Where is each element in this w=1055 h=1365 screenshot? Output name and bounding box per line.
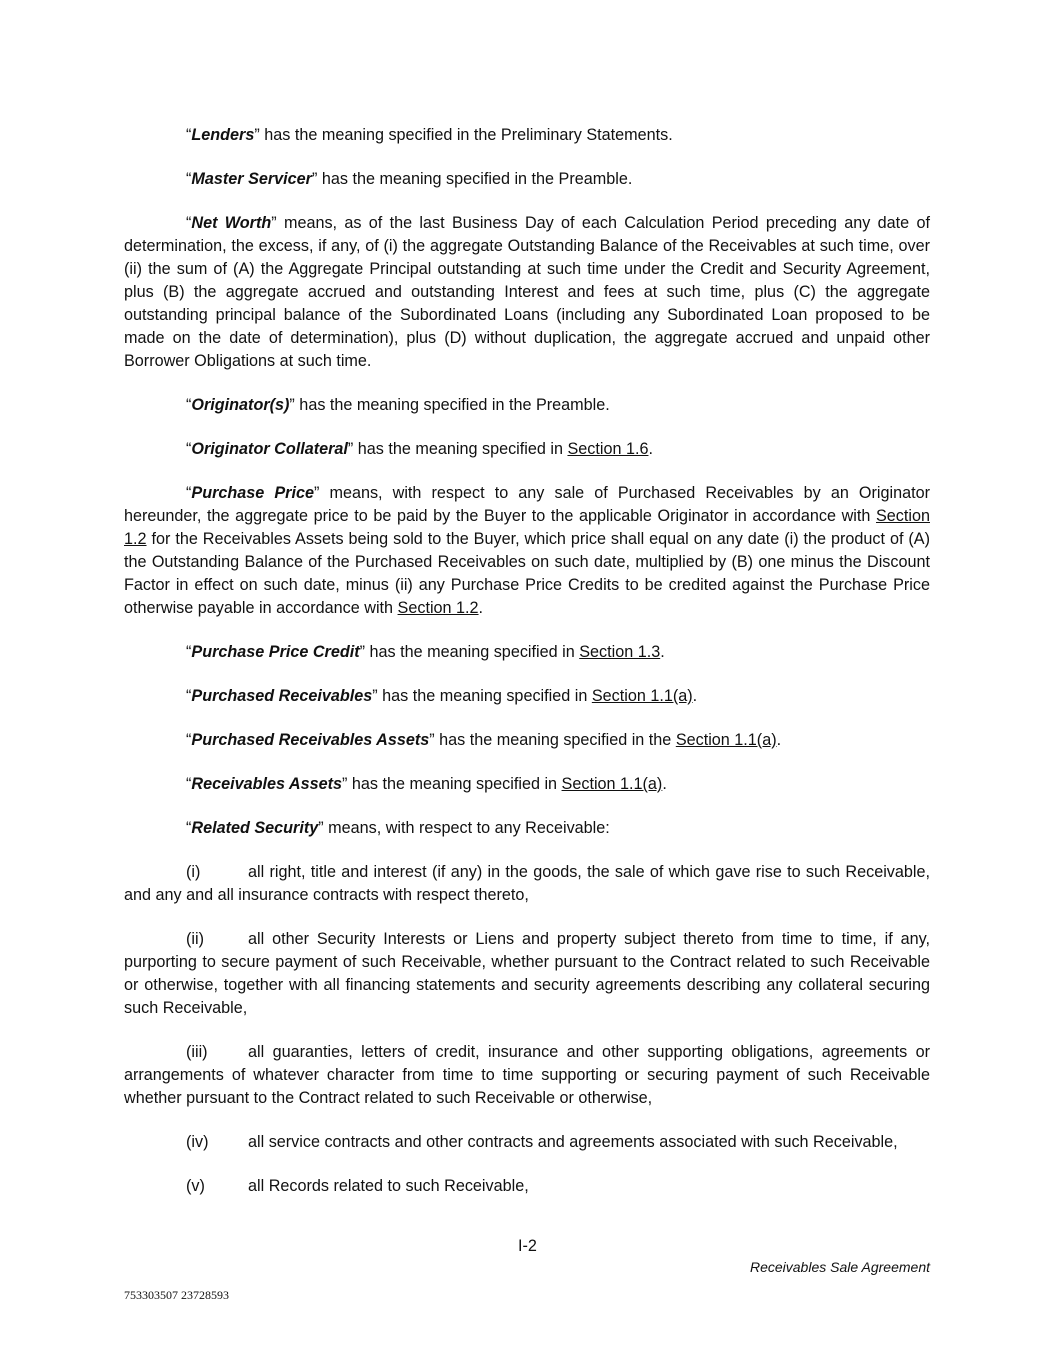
definition-purchased-receivables-assets: “Purchased Receivables Assets” has the meaning specified in the Section 1.1(a).	[186, 731, 782, 749]
clause-number: (v)	[186, 1177, 205, 1195]
section-reference: Section 1.1(a)	[561, 775, 663, 793]
defined-term: Related Security	[191, 819, 319, 837]
defined-term: Net Worth	[191, 214, 272, 232]
section-reference: Section 1.2	[397, 599, 479, 617]
document-title-footer: Receivables Sale Agreement	[749, 1259, 930, 1275]
section-reference: Section 1.1(a)	[675, 731, 777, 749]
defined-term: Purchased Receivables Assets	[191, 731, 430, 749]
clause-iv: (iv) all service contracts and other contracts and agreements associated with such Receivable,	[124, 1131, 930, 1154]
definition-related-security: “Related Security” means, with respect to any Receivable:	[186, 819, 610, 837]
definition-master-servicer: “Master Servicer” has the meaning specified in the Preamble.	[186, 170, 633, 188]
definition-purchased-receivables: “Purchased Receivables” has the meaning specified in Section 1.1(a).	[186, 687, 698, 705]
section-reference: Section 1.6	[567, 440, 649, 458]
definition-net-worth: “Net Worth” means, as of the last Business Day of each Calculation Period preceding any date of determination, the excess, if any, of (i) the aggregate Outstanding Balance of the Receivables at such time, over (ii) the sum of (A) the Aggregate Principal outstanding at such time under the Credit and Security Agreement, plus (B) the aggregate accrued and outstanding Interest and fees at such time, plus (C) the aggregate outstanding principal balance of the Subordinated Loans (including any Subordinated Loan proposed to be made on the date of determination), plus (D) without duplication, the aggregate accrued and unpaid other Borrower Obligations at such time.	[124, 214, 930, 370]
definition-purchase-price: “Purchase Price” means, with respect to any sale of Purchased Receivables by an Originator hereunder, the aggregate price to be paid by the Buyer to the applicable Originator in accordance with Section 1.2 for the Receivables Assets being sold to the Buyer, which price shall equal on any date (i) the product of (A) the Outstanding Balance of the Purchased Receivables on such date, multiplied by (B) one minus the Discount Factor in effect on such date, minus (ii) any Purchase Price Credits to be credited against the Purchase Price otherwise payable in accordance with Section 1.2.	[124, 484, 930, 617]
clause-number: (iii)	[186, 1043, 208, 1061]
definition-receivables-assets: “Receivables Assets” has the meaning specified in Section 1.1(a).	[186, 775, 667, 793]
clause-iii: (iii) all guaranties, letters of credit, insurance and other supporting obligations, agreements or arrangements of whatever character from time to time supporting or securing payment of such Receivable whether pursuant to the Contract related to such Receivable or otherwise,	[124, 1043, 930, 1107]
definition-originator-collateral: “Originator Collateral” has the meaning specified in Section 1.6.	[186, 440, 653, 458]
defined-term: Purchased Receivables	[191, 687, 373, 705]
section-reference: Section 1.1(a)	[591, 687, 693, 705]
clause-number: (iv)	[186, 1133, 209, 1151]
page-number: I-2	[518, 1237, 537, 1255]
definition-lenders: “Lenders” has the meaning specified in the Preliminary Statements.	[186, 126, 673, 144]
document-id: 753303507 23728593	[124, 1288, 229, 1302]
clause-v: (v) all Records related to such Receivable,	[124, 1175, 930, 1198]
defined-term: Purchase Price	[191, 484, 314, 502]
defined-term: Lenders	[191, 126, 255, 144]
defined-term: Originator Collateral	[191, 440, 348, 458]
clause-number: (ii)	[186, 930, 204, 948]
clause-i: (i) all right, title and interest (if any) in the goods, the sale of which gave rise to such Receivable, and any and all insurance contracts with respect thereto,	[124, 863, 930, 904]
section-reference: Section 1.2	[124, 507, 930, 548]
defined-term: Purchase Price Credit	[191, 643, 360, 661]
clause-ii: (ii) all other Security Interests or Liens and property subject thereto from time to time, if any, purporting to secure payment of such Receivable, whether pursuant to the Contract related to such Receivable or otherwise, together with all financing statements and security agreements describing any collateral securing such Receivable,	[124, 930, 930, 1017]
defined-term: Master Servicer	[191, 170, 312, 188]
definition-purchase-price-credit: “Purchase Price Credit” has the meaning specified in Section 1.3.	[186, 643, 665, 661]
defined-term: Originator(s)	[191, 396, 290, 414]
clause-number: (i)	[186, 863, 201, 881]
section-reference: Section 1.3	[579, 643, 661, 661]
document-body	[124, 124, 930, 1219]
definition-originators: “Originator(s)” has the meaning specified in the Preamble.	[186, 396, 610, 414]
defined-term: Receivables Assets	[191, 775, 342, 793]
